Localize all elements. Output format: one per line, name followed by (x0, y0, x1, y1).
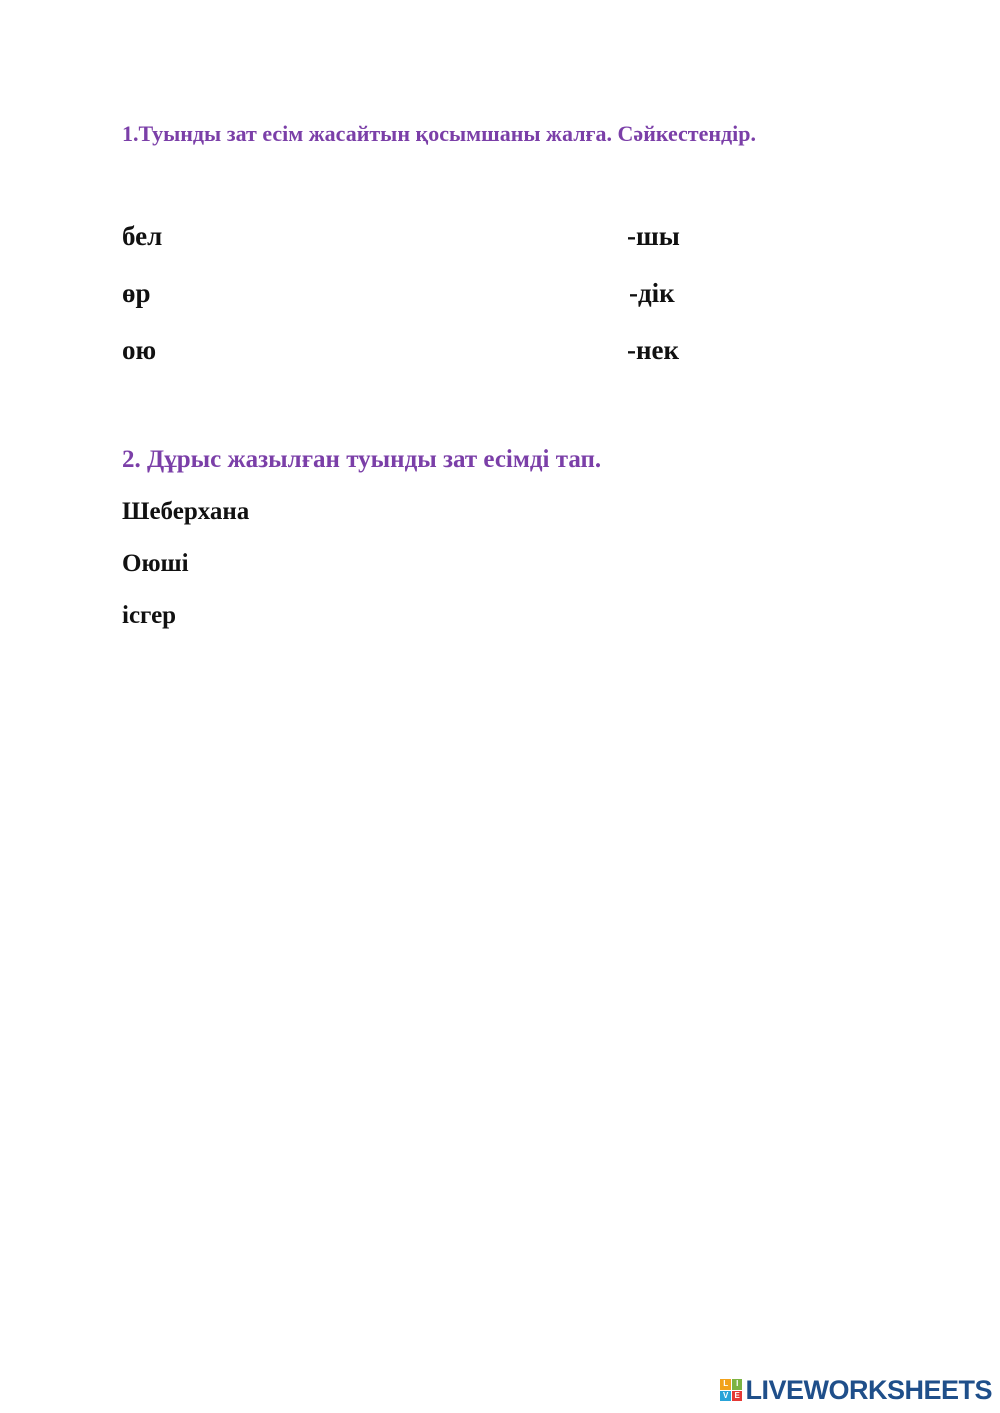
logo-tile: E (732, 1391, 743, 1402)
liveworksheets-logo-icon (720, 1379, 742, 1401)
answer-option[interactable]: Оюші (122, 550, 189, 577)
answer-option[interactable]: ісгер (122, 602, 177, 629)
match-word[interactable]: ою (122, 335, 157, 365)
liveworksheets-wordmark: LIVEWORKSHEETS (745, 1374, 992, 1405)
match-suffix[interactable]: -нек (627, 335, 680, 365)
match-suffix[interactable]: -шы (627, 221, 680, 251)
answer-option[interactable]: Шеберхана (122, 498, 250, 525)
logo-tile: L (720, 1379, 731, 1390)
logo-tile: V (720, 1391, 731, 1402)
liveworksheets-brand (720, 1373, 992, 1407)
match-suffix[interactable]: -дік (629, 278, 675, 308)
match-word[interactable]: өр (122, 278, 151, 308)
logo-tile: I (732, 1379, 743, 1390)
question-2-title: 2. Дұрыс жазылған туынды зат есімді тап. (122, 446, 602, 473)
question-1-title: 1.Туынды зат есім жасайтын қосымшаны жалға. Сәйкестендір. (122, 121, 757, 146)
match-word[interactable]: бел (122, 221, 163, 251)
